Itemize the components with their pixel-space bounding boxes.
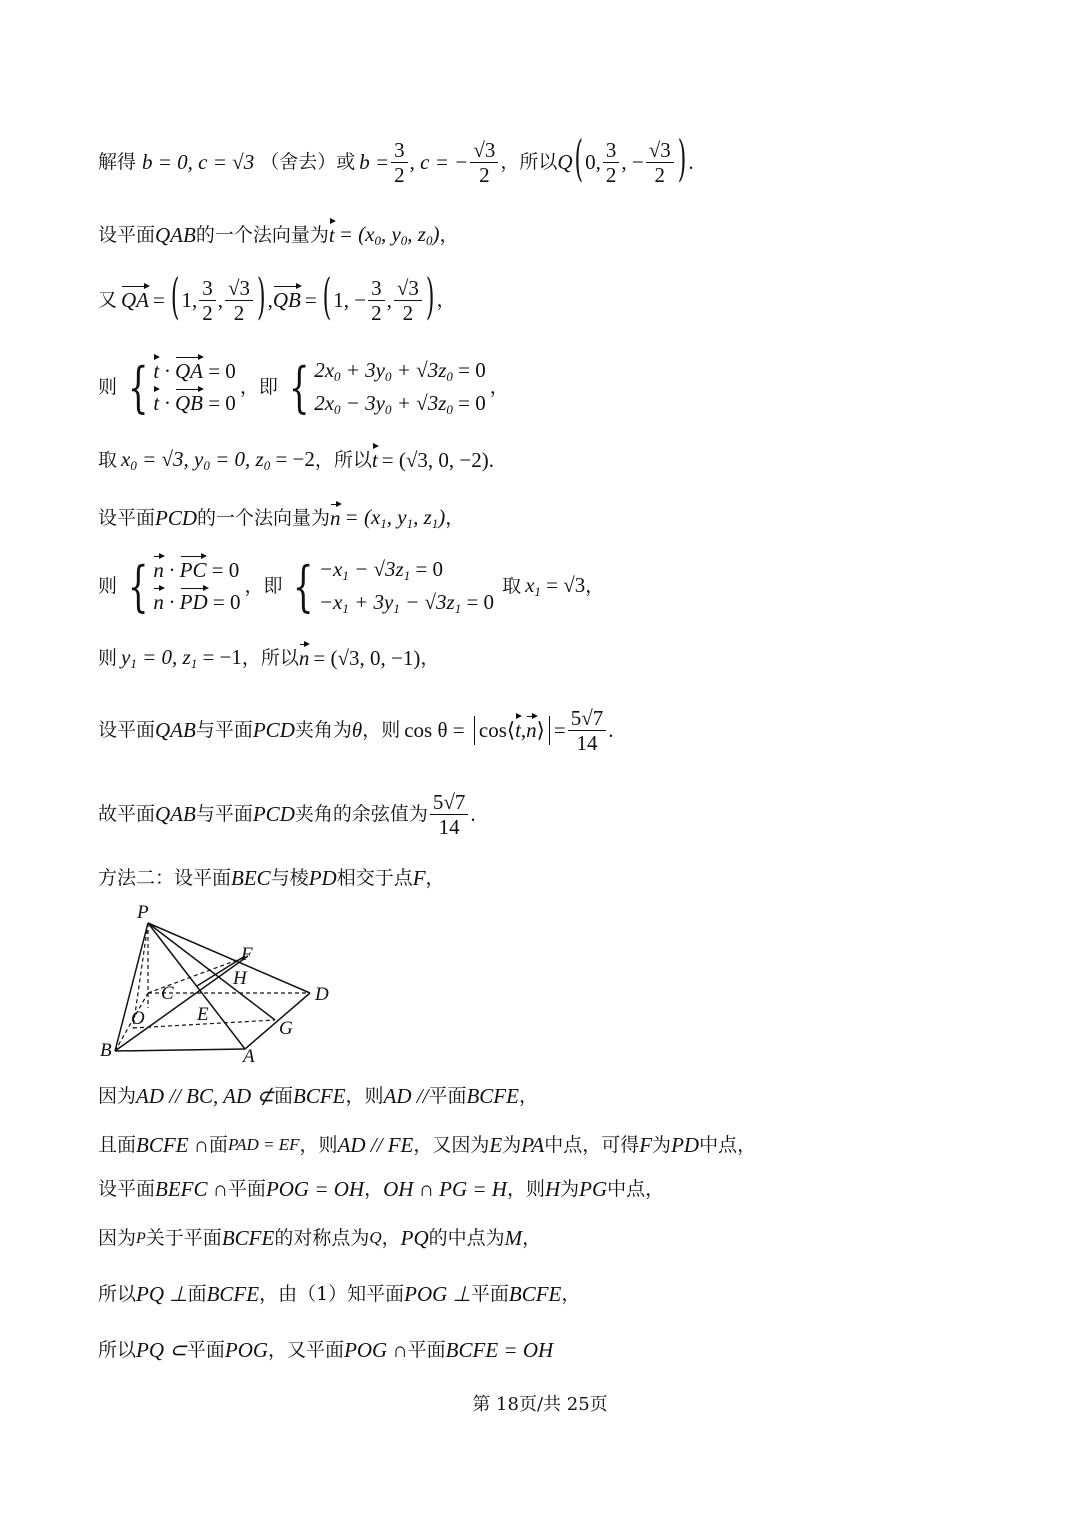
vector-t: t (153, 359, 160, 384)
text: ， (436, 289, 456, 312)
subscript: 1 (406, 516, 414, 531)
math: − √3z (354, 557, 404, 581)
subscript: 1 (454, 600, 462, 616)
fraction (470, 138, 498, 187)
math: . (608, 718, 614, 743)
math: , (217, 288, 223, 313)
math: BCFE (466, 1084, 519, 1108)
text: 平面 (428, 1085, 467, 1108)
text: ，则 (362, 719, 401, 742)
math: = (304, 288, 317, 313)
math: · (169, 589, 175, 614)
math (339, 222, 440, 249)
math: = 0, z (142, 645, 191, 669)
text: 为 (560, 1178, 580, 1201)
text: 与平面 (195, 803, 253, 826)
text: 解得 (98, 151, 137, 174)
math: · (164, 390, 170, 415)
fraction (394, 276, 422, 325)
math: BEC (231, 866, 271, 890)
math: = (√3, 0, −2) (381, 447, 489, 472)
text: 又 (98, 289, 118, 312)
fraction (646, 138, 674, 187)
text: ，即 (244, 575, 283, 598)
text: 设平面 (98, 1178, 156, 1201)
text: 相交于点 (336, 867, 413, 890)
math: POG (224, 1338, 269, 1362)
line-17 (98, 1338, 553, 1363)
math: PQ ⊂ (136, 1338, 187, 1362)
math: −x (318, 557, 343, 581)
label-C: C (161, 983, 174, 1004)
text: 面 (187, 1283, 207, 1306)
subscript: 1 (342, 568, 349, 583)
text: （舍去）或 (260, 151, 356, 174)
equation (314, 358, 486, 385)
text: 所以 (98, 1283, 137, 1306)
line-12 (98, 1084, 538, 1109)
denominator: 2 (202, 301, 213, 326)
text: ，则 (345, 1085, 384, 1108)
text: 关于平面 (145, 1227, 222, 1250)
fraction (199, 276, 216, 325)
math: BEFC ∩ (155, 1177, 228, 1201)
math: , c = − (409, 150, 469, 175)
fraction (568, 706, 607, 755)
denominator: 14 (438, 815, 460, 840)
math: , y (380, 222, 401, 246)
text: ，则 (506, 1178, 545, 1201)
line-13 (98, 1133, 756, 1158)
vector-t: t (153, 390, 160, 415)
text: 方法二：设平面 (98, 867, 232, 890)
math: 1, (181, 288, 198, 313)
brace: { (127, 355, 149, 419)
math: QAB (155, 802, 196, 827)
math: H (544, 1177, 561, 1201)
subscript: 0 (334, 401, 341, 417)
equation-system (282, 355, 486, 419)
paren: ) (256, 271, 266, 327)
text: ，又平面 (268, 1339, 345, 1362)
equation-system (286, 554, 495, 618)
text: 则 (98, 575, 118, 598)
math: + √3z (396, 390, 447, 415)
math: + 3y (354, 589, 394, 614)
text: 与平面 (195, 719, 253, 742)
text: 所以 (98, 1339, 137, 1362)
equation (314, 391, 486, 418)
math: BCFE ∩ (136, 1133, 209, 1157)
denominator: 14 (576, 731, 598, 756)
text: 因为 (98, 1227, 137, 1250)
numerator: √3 (394, 276, 422, 301)
text: 面 (273, 1085, 293, 1108)
label-D: D (315, 984, 329, 1005)
math: PD (308, 866, 337, 890)
line-6 (98, 505, 464, 532)
line-7 (98, 554, 605, 618)
denominator: 2 (371, 301, 382, 326)
math: PCD (155, 505, 198, 530)
math: = 0 (415, 557, 444, 581)
text: 的一个法向量为 (197, 506, 331, 529)
math: AD // BC, AD ⊄ (136, 1084, 274, 1108)
subscript: 0 (385, 401, 392, 417)
text: 设平面 (98, 506, 156, 529)
paren: ) (425, 271, 435, 327)
denominator: 2 (233, 301, 245, 326)
math: F (412, 866, 426, 890)
text: 平面 (470, 1283, 509, 1306)
math: PG (579, 1177, 608, 1201)
text: 取 (502, 575, 522, 598)
label-O: O (131, 1008, 145, 1029)
math: = (153, 288, 165, 313)
math: = √3, y (142, 447, 204, 471)
math: = −1 (202, 645, 242, 669)
text: 夹角的余弦值为 (294, 803, 428, 826)
text: 平面 (407, 1339, 446, 1362)
equation-system (121, 554, 241, 618)
math: − √3z (405, 589, 455, 614)
math: ) (438, 505, 446, 529)
math: BCFE (221, 1226, 275, 1250)
math: POG ∩ (344, 1338, 408, 1362)
math: . (470, 802, 476, 827)
numerator: √3 (470, 138, 498, 163)
math: = 0 (211, 558, 240, 583)
math: cos θ = (404, 718, 470, 743)
math: 2x (314, 390, 335, 415)
math: Q (557, 150, 573, 175)
math (525, 573, 585, 600)
math: x (525, 573, 535, 598)
text: 与棱 (270, 867, 309, 890)
numerator: √3 (646, 138, 674, 163)
math: + √3z (396, 358, 447, 382)
line-9 (98, 706, 613, 755)
math: = √3 (546, 573, 586, 598)
text: 的一个法向量为 (195, 223, 329, 246)
math: PA (521, 1133, 545, 1157)
math: PQ (400, 1226, 429, 1250)
text: 中点， (607, 1178, 665, 1201)
subscript: 0 (425, 233, 433, 248)
math: = (x (338, 222, 375, 246)
numerator: 3 (199, 276, 216, 301)
text: ， (425, 867, 445, 890)
equation (153, 558, 240, 583)
math: M (504, 1226, 523, 1250)
math: = 0 (208, 359, 236, 384)
line-5 (98, 447, 494, 474)
denominator: 2 (654, 163, 665, 188)
math: x (121, 447, 131, 471)
subscript: 1 (190, 656, 198, 671)
text: 夹角为 (294, 719, 352, 742)
subscript: 0 (130, 458, 137, 473)
text: ，即 (239, 376, 278, 399)
math: . (688, 150, 694, 175)
math: . (488, 447, 494, 472)
text: 平面 (186, 1339, 225, 1362)
subscript: 0 (263, 458, 271, 473)
subscript: 0 (203, 458, 210, 473)
paren: ( (322, 271, 332, 327)
math: BCFE = OH (445, 1338, 554, 1362)
line-16 (98, 1282, 580, 1307)
math: + 3y (345, 358, 386, 382)
fraction (603, 138, 620, 187)
text: ， (561, 1283, 581, 1306)
line-2 (98, 222, 458, 249)
text: 取 (98, 448, 118, 471)
math: , (386, 288, 392, 313)
denominator: 2 (394, 163, 405, 188)
fraction (368, 276, 385, 325)
math: , z (407, 222, 426, 246)
page-footer: 第 18页/共 25页 (472, 1394, 608, 1415)
line-3 (98, 271, 456, 327)
text: 的中点为 (428, 1227, 505, 1250)
math: P (136, 1230, 146, 1247)
label-E: E (197, 1004, 209, 1025)
math: = 0 (458, 358, 486, 382)
line-1 (98, 133, 694, 189)
equation (319, 590, 494, 617)
equation (319, 557, 494, 584)
math: E (489, 1133, 503, 1157)
paren: ( (574, 133, 584, 189)
line-10 (98, 790, 476, 839)
math: = 0, z (215, 447, 264, 471)
text: ，所以 (500, 151, 558, 174)
text: 为 (502, 1134, 522, 1157)
label-H: H (233, 968, 247, 989)
subscript: 1 (380, 516, 387, 531)
paren: ) (677, 133, 687, 189)
math: QAB (155, 222, 196, 247)
math: QAB (155, 718, 196, 743)
text: 中点，可得 (544, 1134, 640, 1157)
numerator: 5√7 (568, 706, 607, 731)
vector-n: n (526, 718, 537, 743)
text: ， (585, 575, 605, 598)
math: · (164, 359, 170, 384)
equation (153, 590, 240, 615)
text: ，所以 (314, 448, 372, 471)
subscript: 1 (403, 568, 411, 583)
subscript: 0 (374, 233, 381, 248)
math: = (x (344, 505, 381, 529)
math: PD (671, 1133, 700, 1157)
numerator: √3 (225, 276, 253, 301)
edge-BF (115, 956, 248, 1051)
numerator: 3 (368, 276, 385, 301)
math (121, 645, 242, 672)
text: 且面 (98, 1134, 137, 1157)
math: OH ∩ PG = H (383, 1177, 507, 1201)
text: 平面 (227, 1178, 266, 1201)
paren: ( (170, 271, 180, 327)
brace: { (288, 355, 310, 419)
math: AD // (383, 1084, 429, 1108)
math: = 0 (208, 390, 236, 415)
math: , (520, 718, 527, 743)
line-14 (98, 1177, 664, 1202)
subscript: 1 (130, 656, 137, 671)
text: 因为 (98, 1085, 137, 1108)
math: y (121, 645, 131, 669)
denominator: 2 (479, 163, 490, 188)
math: ) (432, 222, 440, 246)
text: ， (364, 1178, 384, 1201)
vector-PC: PC (179, 558, 207, 583)
text: ， (445, 506, 465, 529)
pyramid-figure (95, 898, 345, 1070)
abs-value (474, 716, 550, 745)
subscript: 1 (431, 516, 439, 531)
brace: { (293, 554, 314, 618)
subscript: 0 (334, 369, 341, 384)
subscript: 1 (342, 600, 349, 616)
denominator: 2 (605, 163, 617, 188)
fraction (430, 790, 469, 839)
line-15 (98, 1226, 541, 1251)
math: 0, (585, 150, 601, 175)
fraction (391, 138, 408, 187)
math: , (267, 288, 273, 313)
label-P: P (137, 902, 149, 923)
line-8 (98, 645, 439, 672)
vector-PD: PD (179, 589, 208, 614)
text: ，又因为 (413, 1134, 490, 1157)
brace: { (127, 554, 149, 618)
vector-QB: QB (174, 390, 203, 415)
vector-QA: QA (121, 288, 150, 313)
vector-n: n (298, 645, 310, 670)
text: ，所以 (241, 646, 299, 669)
math: cos⟨ (478, 718, 516, 743)
math: = 0 (458, 390, 486, 415)
math: = 0 (466, 589, 495, 614)
vector-n: n (153, 589, 164, 614)
text: ， (439, 223, 459, 246)
text: 则 (98, 376, 118, 399)
text: ，由（1）知平面 (259, 1283, 405, 1306)
text: 面 (208, 1134, 228, 1157)
math: BCFE (293, 1084, 346, 1108)
math: · (169, 558, 175, 583)
vector-n: n (153, 558, 164, 583)
equation (153, 391, 235, 416)
math: POG = OH (265, 1177, 365, 1201)
text: 故平面 (98, 803, 156, 826)
label-G: G (279, 1018, 293, 1039)
math: ⟩ (536, 718, 545, 743)
math: 1, − (333, 288, 367, 313)
math: = (553, 718, 566, 743)
math: PCD (252, 718, 295, 743)
equation (153, 359, 235, 384)
math (345, 505, 446, 532)
math: b = (359, 150, 390, 175)
math: PAD = EF (227, 1135, 300, 1155)
label-F: F (241, 944, 253, 965)
text: 设平面 (98, 719, 156, 742)
vector-QB: QB (272, 288, 301, 313)
math: F (639, 1133, 653, 1157)
math: 2x (314, 358, 335, 382)
vector-t: t (515, 718, 521, 743)
math: PQ ⊥ (136, 1282, 188, 1306)
vector-QA: QA (174, 359, 203, 384)
math: Q (369, 1228, 382, 1248)
line-11 (98, 866, 445, 891)
text: 为 (652, 1134, 672, 1157)
subscript: 0 (446, 369, 453, 384)
subscript: 0 (400, 233, 408, 248)
text: ， (522, 1227, 542, 1250)
label-A: A (243, 1046, 255, 1067)
math: PCD (252, 802, 295, 827)
math: = 0 (212, 589, 241, 614)
math: − 3y (345, 390, 386, 415)
math: −x (318, 589, 343, 614)
text: ， (420, 646, 440, 669)
math: , z (413, 505, 432, 529)
numerator: 5√7 (430, 790, 469, 815)
text: 则 (98, 646, 118, 669)
label-B: B (100, 1040, 112, 1061)
numerator: 3 (603, 138, 620, 163)
text: ， (489, 376, 509, 399)
text: 设平面 (98, 223, 156, 246)
denominator: 2 (402, 301, 414, 326)
math: = (√3, 0, −1) (313, 645, 421, 670)
math (121, 447, 315, 474)
subscript: 1 (534, 584, 541, 600)
math: BCFE (508, 1282, 562, 1306)
math: BCFE (206, 1282, 260, 1306)
text: ，则 (299, 1134, 338, 1157)
subscript: 0 (385, 369, 392, 384)
text: ， (381, 1227, 401, 1250)
equation-system (121, 355, 236, 419)
text: 的对称点为 (274, 1227, 370, 1250)
vector-n: n (330, 505, 341, 530)
subscript: 0 (446, 401, 453, 417)
vector-t: t (371, 447, 378, 472)
numerator: 3 (391, 138, 408, 163)
math: b = 0, c = √3 (142, 150, 255, 175)
vector-t: t (328, 222, 335, 247)
math: POG ⊥ (404, 1282, 471, 1306)
math: , y (386, 505, 407, 529)
text: 中点， (699, 1134, 757, 1157)
line-4 (98, 355, 509, 419)
text: ， (518, 1085, 538, 1108)
fraction (225, 276, 253, 325)
edge-BA (115, 1049, 245, 1051)
math: θ (351, 718, 363, 743)
math: AD // FE (337, 1133, 414, 1157)
math: , − (621, 150, 644, 175)
math: = −2 (275, 447, 315, 471)
subscript: 1 (393, 600, 400, 616)
